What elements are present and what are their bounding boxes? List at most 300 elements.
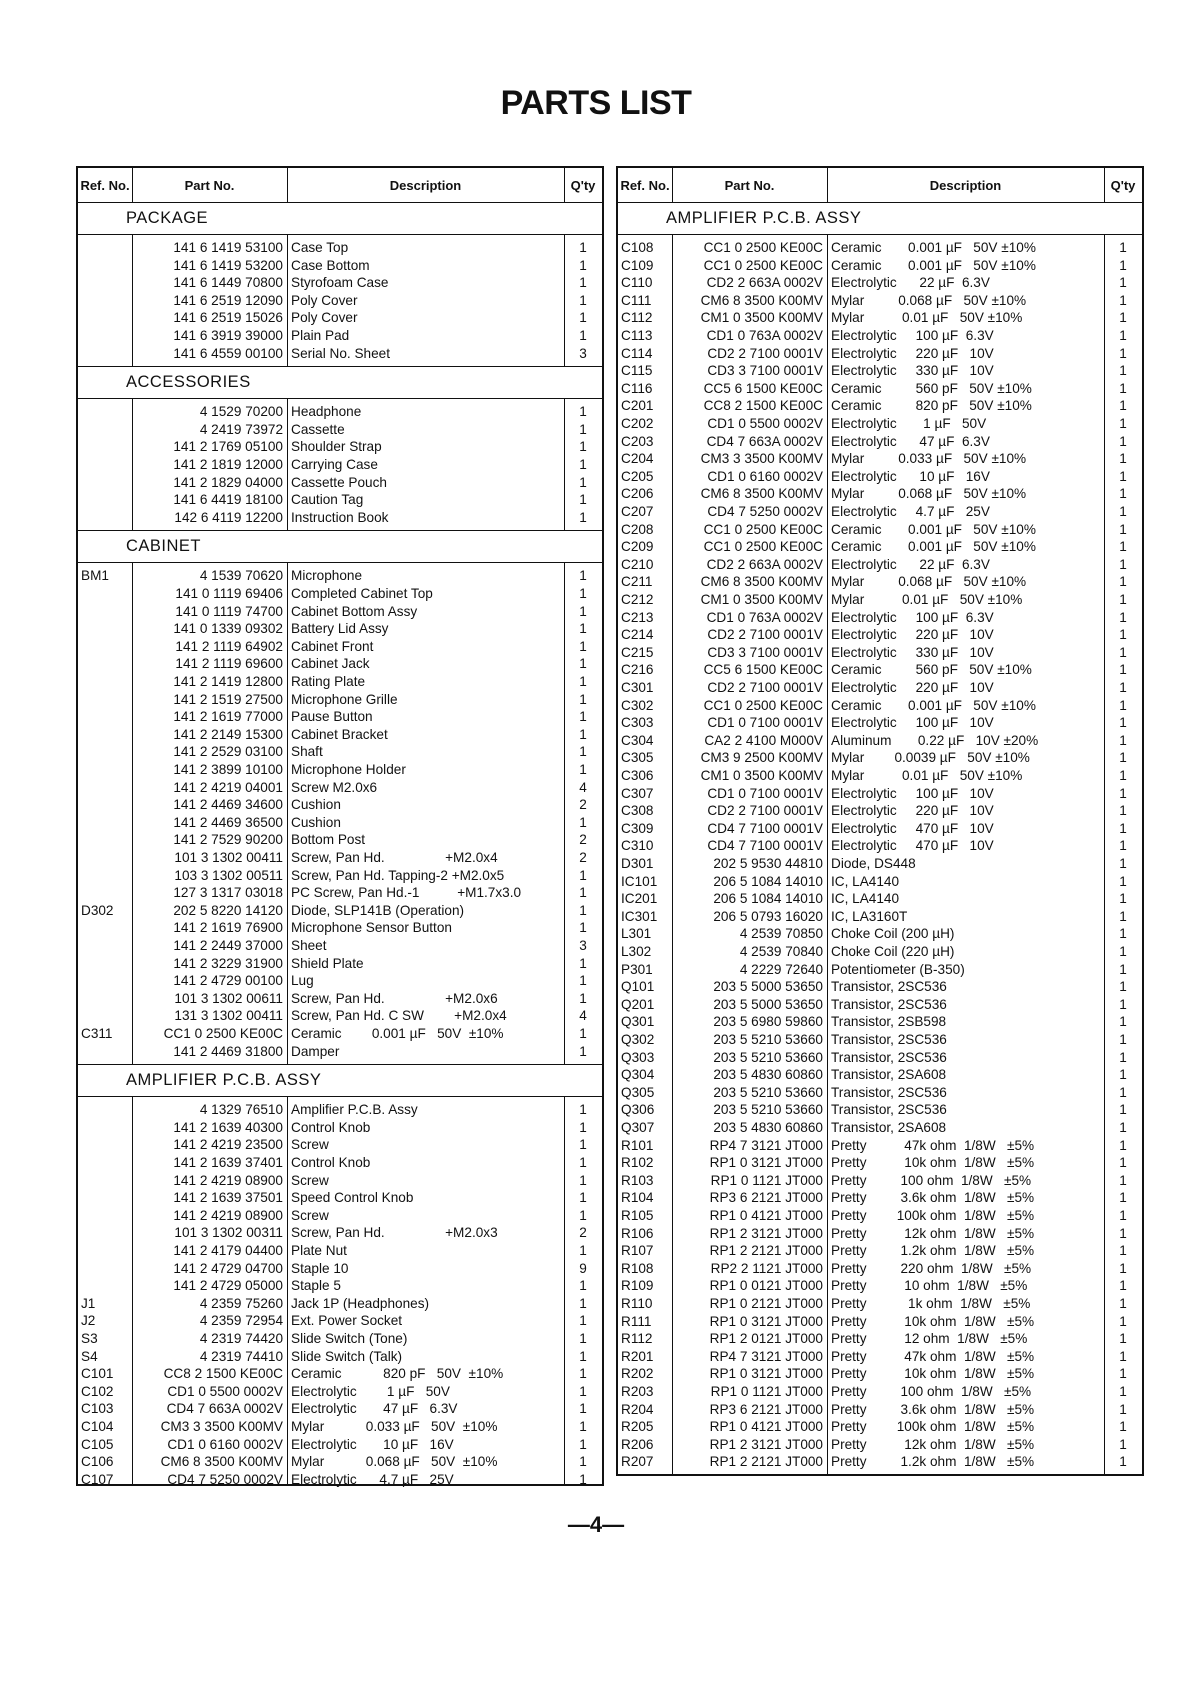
part-no-cell: 4 1539 70620 xyxy=(199,568,283,584)
header-part: Part No. xyxy=(184,177,235,193)
table-row xyxy=(78,814,602,832)
qty-cell: 1 xyxy=(1119,345,1127,361)
description-cell: Pretty 10k ohm 1/8W ±5% xyxy=(831,1155,1035,1171)
ref-cell: C213 xyxy=(621,609,654,625)
ref-cell: C208 xyxy=(621,521,654,537)
part-no-cell: 203 5 4830 60860 xyxy=(713,1067,823,1083)
qty-cell: 1 xyxy=(1119,1366,1127,1382)
qty-cell: 1 xyxy=(1119,856,1127,871)
table-row xyxy=(618,485,1142,503)
ref-cell: C114 xyxy=(621,345,653,361)
description-cell: Poly Cover xyxy=(291,292,358,308)
table-row xyxy=(78,1365,602,1383)
part-no-cell: CD4 7 7100 0001V xyxy=(707,820,823,836)
qty-cell: 1 xyxy=(1119,1260,1127,1276)
section-title: PACKAGE xyxy=(126,209,209,227)
description-cell: Amplifier P.C.B. Assy xyxy=(291,1102,418,1118)
description-cell: Serial No. Sheet xyxy=(291,345,390,361)
qty-cell: 1 xyxy=(579,1436,587,1452)
table-row xyxy=(78,509,602,527)
qty-cell: 1 xyxy=(579,1331,587,1346)
table-row xyxy=(618,397,1142,415)
description-cell: Headphone xyxy=(291,404,362,420)
description-cell: Electrolytic 4.7 µF 25V xyxy=(291,1471,454,1487)
description-cell: Transistor, 2SC536 xyxy=(831,1102,947,1118)
qty-cell: 1 xyxy=(1119,1137,1127,1153)
description-cell: Potentiometer (B-350) xyxy=(831,961,965,977)
description-cell: Pretty 100k ohm 1/8W ±5% xyxy=(831,1419,1035,1435)
table-row xyxy=(618,644,1142,662)
table-row xyxy=(78,673,602,691)
description-cell: Choke Coil (220 µH) xyxy=(831,944,955,959)
description-cell: Mylar 0.068 µF 50V ±10% xyxy=(831,574,1027,590)
ref-cell: C205 xyxy=(621,468,654,484)
table-row xyxy=(78,955,602,973)
part-no-cell: 141 2 1119 69600 xyxy=(175,656,283,672)
description-cell: Electrolytic 10 µF 16V xyxy=(291,1436,454,1452)
qty-cell: 1 xyxy=(579,621,587,637)
part-no-cell: RP1 0 4121 JT000 xyxy=(709,1208,823,1223)
description-cell: Control Knob xyxy=(291,1155,371,1170)
qty-cell: 1 xyxy=(579,603,587,619)
table-row xyxy=(618,697,1142,715)
qty-cell: 1 xyxy=(1119,1172,1127,1188)
qty-cell: 1 xyxy=(1119,662,1127,678)
page-title: PARTS LIST xyxy=(500,84,692,122)
part-no-cell: CD2 2 7100 0001V xyxy=(707,345,823,361)
part-no-cell: CD4 7 5250 0002V xyxy=(167,1471,283,1487)
qty-cell: 1 xyxy=(579,1278,587,1294)
qty-cell: 1 xyxy=(1119,574,1127,590)
ref-cell: P301 xyxy=(621,961,653,977)
description-cell: Plate Nut xyxy=(291,1243,347,1258)
description-cell: Electrolytic 100 µF 6.3V xyxy=(831,328,994,343)
table-row xyxy=(78,474,602,492)
part-no-cell: CC8 2 1500 KE00C xyxy=(163,1366,283,1382)
table-row xyxy=(618,767,1142,785)
part-no-cell: CC1 0 2500 KE00C xyxy=(703,697,823,713)
header-desc: Description xyxy=(929,177,1002,193)
part-no-cell: CD4 7 7100 0001V xyxy=(707,838,823,854)
table-row xyxy=(78,438,602,456)
description-cell: Ceramic 0.001 µF 50V ±10% xyxy=(291,1026,504,1041)
part-no-cell: CM3 3 3500 K00MV xyxy=(160,1419,283,1434)
part-no-cell: CD2 2 7100 0001V xyxy=(707,680,823,695)
part-no-cell: RP1 2 2121 JT000 xyxy=(709,1243,823,1259)
table-row xyxy=(78,708,602,726)
qty-cell: 1 xyxy=(579,1043,587,1059)
description-cell: Transistor, 2SC536 xyxy=(831,1049,947,1065)
ref-cell: R108 xyxy=(621,1260,654,1276)
part-no-cell: 141 0 1119 74700 xyxy=(175,603,283,619)
qty-cell: 1 xyxy=(1119,908,1127,924)
qty-cell: 1 xyxy=(579,1401,587,1417)
part-no-cell: 101 3 1302 00411 xyxy=(174,850,283,865)
ref-cell: C214 xyxy=(621,627,654,643)
page-number: —4— xyxy=(567,1512,625,1537)
table-row xyxy=(78,491,602,509)
ref-cell: R105 xyxy=(621,1208,654,1223)
part-no-cell: RP1 0 4121 JT000 xyxy=(709,1419,823,1435)
qty-cell: 1 xyxy=(1119,451,1127,467)
description-cell: Mylar 0.0039 µF 50V ±10% xyxy=(831,750,1030,766)
description-cell: Electrolytic 330 µF 10V xyxy=(831,644,994,660)
part-no-cell: 141 0 1119 69406 xyxy=(175,586,283,601)
part-no-cell: 4 2319 74410 xyxy=(199,1348,283,1364)
qty-cell: 2 xyxy=(579,797,587,813)
ref-cell: C108 xyxy=(621,240,654,255)
ref-cell: C310 xyxy=(621,838,654,854)
table-row xyxy=(618,345,1142,363)
table-row xyxy=(618,503,1142,521)
description-cell: Electrolytic 330 µF 10V xyxy=(831,363,994,379)
table-row xyxy=(618,1365,1142,1383)
qty-cell: 2 xyxy=(579,1225,587,1241)
table-row xyxy=(618,1049,1142,1067)
description-cell: Caution Tag xyxy=(291,492,364,508)
table-row xyxy=(78,1277,602,1295)
ref-cell: R103 xyxy=(621,1172,654,1188)
ref-cell: C306 xyxy=(621,768,654,783)
description-cell: Control Knob xyxy=(291,1119,371,1135)
description-cell: Ceramic 560 pF 50V ±10% xyxy=(831,662,1032,678)
part-no-cell: 101 3 1302 00311 xyxy=(174,1225,283,1241)
part-no-cell: CD2 2 7100 0001V xyxy=(707,627,823,643)
table-row xyxy=(618,1066,1142,1084)
ref-cell: R109 xyxy=(621,1278,654,1294)
description-cell: Mylar 0.01 µF 50V ±10% xyxy=(831,768,1023,783)
qty-cell: 1 xyxy=(579,885,587,901)
description-cell: Damper xyxy=(291,1043,340,1059)
part-no-cell: 141 6 1419 53200 xyxy=(173,257,283,273)
table-row xyxy=(618,556,1142,574)
ref-cell: S4 xyxy=(81,1348,98,1364)
description-cell: Pretty 220 ohm 1/8W ±5% xyxy=(831,1260,1032,1276)
description-cell: Electrolytic 100 µF 10V xyxy=(831,715,994,731)
ref-cell: C102 xyxy=(81,1383,114,1399)
description-cell: Transistor, 2SA608 xyxy=(831,1067,947,1083)
qty-cell: 1 xyxy=(1119,820,1127,836)
table-row xyxy=(78,761,602,779)
ref-cell: R101 xyxy=(621,1137,654,1153)
part-no-cell: 202 5 8220 14120 xyxy=(173,902,283,918)
qty-cell: 1 xyxy=(1119,539,1127,555)
part-no-cell: 101 3 1302 00611 xyxy=(174,990,283,1006)
part-no-cell: CA2 2 4100 M000V xyxy=(704,732,823,748)
table-row xyxy=(618,661,1142,679)
description-cell: Electrolytic 220 µF 10V xyxy=(831,803,994,819)
description-cell: Ext. Power Socket xyxy=(291,1313,403,1329)
table-row xyxy=(78,1007,602,1025)
qty-cell: 1 xyxy=(579,973,587,989)
part-no-cell: 141 6 2519 15026 xyxy=(173,310,283,326)
ref-cell: R112 xyxy=(621,1331,653,1347)
ref-cell: C305 xyxy=(621,750,654,766)
ref-cell: R104 xyxy=(621,1190,654,1206)
description-cell: Staple 5 xyxy=(291,1278,341,1294)
table-row xyxy=(78,274,602,292)
ref-cell: C309 xyxy=(621,820,654,836)
qty-cell: 1 xyxy=(579,492,587,508)
ref-cell: C308 xyxy=(621,803,654,819)
part-no-cell: CC5 6 1500 KE00C xyxy=(703,662,823,678)
table-row xyxy=(78,456,602,474)
qty-cell: 1 xyxy=(1119,1067,1127,1083)
description-cell: Pretty 10k ohm 1/8W ±5% xyxy=(831,1313,1035,1329)
table-row xyxy=(78,638,602,656)
description-cell: Electrolytic 10 µF 16V xyxy=(831,468,990,484)
qty-cell: 1 xyxy=(579,1295,587,1311)
part-no-cell: CD1 0 5500 0002V xyxy=(707,416,823,431)
description-cell: Styrofoam Case xyxy=(291,275,389,291)
description-cell: Ceramic 0.001 µF 50V ±10% xyxy=(831,257,1036,273)
description-cell: Plain Pad xyxy=(291,328,350,343)
qty-cell: 1 xyxy=(579,955,587,971)
qty-cell: 1 xyxy=(579,1119,587,1135)
part-no-cell: 206 5 0793 16020 xyxy=(713,908,823,924)
part-no-cell: 4 1329 76510 xyxy=(199,1102,283,1118)
description-cell: Case Top xyxy=(291,240,349,255)
ref-cell: Q303 xyxy=(621,1049,655,1065)
table-row xyxy=(78,257,602,275)
ref-cell: C307 xyxy=(621,785,654,801)
qty-cell: 1 xyxy=(1119,416,1127,431)
qty-cell: 1 xyxy=(579,474,587,490)
section-title: ACCESSORIES xyxy=(126,373,251,392)
qty-cell: 1 xyxy=(579,1190,587,1206)
ref-cell: Q301 xyxy=(621,1014,655,1030)
table-row xyxy=(618,1084,1142,1102)
ref-cell: C110 xyxy=(621,275,653,291)
part-no-cell: RP1 2 0121 JT000 xyxy=(709,1331,823,1347)
part-no-cell: CM6 8 3500 K00MV xyxy=(700,292,823,308)
qty-cell: 1 xyxy=(1119,1084,1127,1100)
description-cell: Microphone Holder xyxy=(291,762,406,777)
description-cell: Transistor, 2SC536 xyxy=(831,1032,947,1047)
description-cell: Screw, Pan Hd. +M2.0x6 xyxy=(291,990,498,1006)
table-row xyxy=(618,1189,1142,1207)
part-no-cell: 141 2 4469 34600 xyxy=(173,797,283,813)
table-row xyxy=(618,1436,1142,1454)
table-row xyxy=(618,1330,1142,1348)
table-row xyxy=(78,1136,602,1154)
part-no-cell: 4 2419 73972 xyxy=(199,421,283,437)
table-row xyxy=(78,1207,602,1225)
part-no-cell: 141 2 1419 12800 xyxy=(173,674,283,689)
table-row xyxy=(618,943,1142,961)
description-cell: Pretty 10 ohm 1/8W ±5% xyxy=(831,1278,1028,1294)
ref-cell: C112 xyxy=(621,310,653,326)
table-row xyxy=(78,1154,602,1172)
part-no-cell: 141 2 4219 23500 xyxy=(173,1137,283,1153)
ref-cell: R201 xyxy=(621,1348,654,1364)
part-no-cell: 141 2 4219 08900 xyxy=(173,1172,283,1188)
qty-cell: 1 xyxy=(1119,1190,1127,1206)
table-row xyxy=(618,855,1142,873)
part-no-cell: 141 2 1829 04000 xyxy=(173,474,283,490)
table-row xyxy=(618,1225,1142,1243)
qty-cell: 9 xyxy=(579,1260,587,1276)
part-no-cell: CC1 0 2500 KE00C xyxy=(703,257,823,273)
table-row xyxy=(78,884,602,902)
description-cell: Shield Plate xyxy=(291,955,364,971)
part-no-cell: 141 2 4219 08900 xyxy=(173,1207,283,1223)
qty-cell: 1 xyxy=(579,744,587,760)
qty-cell: 1 xyxy=(1119,627,1127,643)
qty-cell: 1 xyxy=(1119,873,1127,889)
part-no-cell: 141 2 4729 05000 xyxy=(173,1278,283,1294)
part-no-cell: CM1 0 3500 K00MV xyxy=(700,310,823,326)
header-qty: Q'ty xyxy=(1110,177,1136,193)
part-no-cell: CD1 0 7100 0001V xyxy=(707,715,823,731)
description-cell: Electrolytic 47 µF 6.3V xyxy=(291,1401,458,1417)
table-row xyxy=(78,1418,602,1436)
qty-cell: 1 xyxy=(1119,592,1127,607)
description-cell: Battery Lid Assy xyxy=(291,621,389,637)
qty-cell: 1 xyxy=(579,867,587,883)
qty-cell: 1 xyxy=(1119,257,1127,273)
table-row xyxy=(618,450,1142,468)
part-no-cell: RP3 6 2121 JT000 xyxy=(709,1401,823,1417)
qty-cell: 1 xyxy=(1119,556,1127,572)
table-row xyxy=(618,538,1142,556)
table-row xyxy=(78,867,602,885)
description-cell: Pretty 1.2k ohm 1/8W ±5% xyxy=(831,1454,1035,1470)
part-no-cell: 206 5 1084 14010 xyxy=(713,891,823,907)
qty-cell: 1 xyxy=(1119,328,1127,343)
table-row xyxy=(618,1313,1142,1331)
qty-cell: 1 xyxy=(1119,1419,1127,1435)
description-cell: Case Bottom xyxy=(291,257,370,273)
qty-cell: 1 xyxy=(1119,1348,1127,1364)
section-title: CABINET xyxy=(126,537,202,556)
table-row xyxy=(618,1242,1142,1260)
description-cell: Ceramic 0.001 µF 50V ±10% xyxy=(831,240,1036,255)
part-no-cell: RP4 7 3121 JT000 xyxy=(709,1137,823,1153)
table-row xyxy=(618,1101,1142,1119)
ref-cell: J1 xyxy=(81,1295,96,1311)
description-cell: Pretty 3.6k ohm 1/8W ±5% xyxy=(831,1190,1035,1206)
part-no-cell: RP3 6 2121 JT000 xyxy=(709,1190,823,1206)
table-row xyxy=(78,1172,602,1190)
table-row xyxy=(78,691,602,709)
table-row xyxy=(618,1418,1142,1436)
qty-cell: 1 xyxy=(579,568,587,584)
table-row xyxy=(618,609,1142,627)
description-cell: Pause Button xyxy=(291,709,373,725)
table-row xyxy=(618,433,1142,451)
header-part: Part No. xyxy=(724,177,775,193)
qty-cell: 1 xyxy=(1119,1436,1127,1452)
part-no-cell: 141 0 1339 09302 xyxy=(173,621,283,637)
part-no-cell: 141 2 1619 77000 xyxy=(173,709,283,725)
description-cell: Screw xyxy=(291,1137,329,1153)
qty-cell: 1 xyxy=(1119,838,1127,854)
part-no-cell: 127 3 1317 03018 xyxy=(173,885,283,901)
qty-cell: 1 xyxy=(579,814,587,830)
description-cell: Screw, Pan Hd. Tapping-2 +M2.0x5 xyxy=(291,867,505,883)
qty-cell: 1 xyxy=(1119,1278,1127,1294)
qty-cell: 1 xyxy=(579,404,587,420)
qty-cell: 1 xyxy=(1119,363,1127,379)
qty-cell: 1 xyxy=(579,1137,587,1153)
ref-cell: C206 xyxy=(621,486,654,502)
qty-cell: 1 xyxy=(579,1313,587,1329)
description-cell: Electrolytic 100 µF 10V xyxy=(831,785,994,801)
qty-cell: 1 xyxy=(579,691,587,707)
table-header xyxy=(618,168,1142,203)
description-cell: Transistor, 2SC536 xyxy=(831,1084,947,1100)
part-no-cell: 141 2 4729 04700 xyxy=(173,1260,283,1276)
description-cell: Mylar 0.033 µF 50V ±10% xyxy=(291,1419,498,1434)
part-no-cell: 141 6 3919 39000 xyxy=(173,328,283,343)
ref-cell: C311 xyxy=(81,1026,113,1041)
description-cell: Aluminum 0.22 µF 10V ±20% xyxy=(831,732,1039,748)
part-no-cell: RP4 7 3121 JT000 xyxy=(709,1348,823,1364)
part-no-cell: 203 5 5210 53660 xyxy=(713,1102,823,1118)
qty-cell: 1 xyxy=(1119,1243,1127,1259)
ref-cell: C212 xyxy=(621,592,654,607)
part-no-cell: CD1 0 763A 0002V xyxy=(706,609,823,625)
ref-cell: S3 xyxy=(81,1331,98,1346)
table-row xyxy=(78,1471,602,1489)
qty-cell: 2 xyxy=(579,850,587,865)
part-no-cell: 141 2 4179 04400 xyxy=(173,1243,283,1258)
ref-cell: C115 xyxy=(621,363,653,379)
ref-cell: R203 xyxy=(621,1384,654,1399)
ref-cell: C302 xyxy=(621,697,654,713)
qty-cell: 1 xyxy=(579,726,587,742)
part-no-cell: 141 2 2149 15300 xyxy=(173,726,283,742)
section-heading xyxy=(78,1064,602,1097)
part-no-cell: 141 6 2519 12090 xyxy=(173,292,283,308)
description-cell: Microphone xyxy=(291,568,363,584)
part-no-cell: 203 5 5210 53660 xyxy=(713,1084,823,1100)
qty-cell: 1 xyxy=(1119,380,1127,396)
table-row xyxy=(78,831,602,849)
qty-cell: 1 xyxy=(1119,680,1127,695)
table-row xyxy=(618,732,1142,750)
qty-cell: 1 xyxy=(1119,785,1127,801)
part-no-cell: CM3 9 2500 K00MV xyxy=(700,750,823,766)
table-row xyxy=(618,1172,1142,1190)
description-cell: Cabinet Bottom Assy xyxy=(291,603,418,619)
qty-cell: 1 xyxy=(1119,768,1127,783)
description-cell: Transistor, 2SC536 xyxy=(831,979,947,995)
table-row xyxy=(78,620,602,638)
ref-cell: C216 xyxy=(621,662,654,678)
qty-cell: 1 xyxy=(579,1366,587,1382)
description-cell: Pretty 3.6k ohm 1/8W ±5% xyxy=(831,1401,1035,1417)
part-no-cell: CM6 8 3500 K00MV xyxy=(700,574,823,590)
ref-cell: C101 xyxy=(81,1366,114,1382)
part-no-cell: CD3 3 7100 0001V xyxy=(707,644,823,660)
description-cell: IC, LA4140 xyxy=(831,891,900,907)
qty-cell: 1 xyxy=(579,920,587,936)
qty-cell: 1 xyxy=(579,1026,587,1041)
part-no-cell: RP1 0 0121 JT000 xyxy=(709,1278,823,1294)
part-no-cell: 206 5 1084 14010 xyxy=(713,873,823,889)
qty-cell: 1 xyxy=(579,1454,587,1470)
table-row xyxy=(78,239,602,257)
qty-cell: 1 xyxy=(1119,1225,1127,1241)
table-row xyxy=(618,1401,1142,1419)
qty-cell: 1 xyxy=(1119,1049,1127,1065)
part-no-cell: RP1 2 3121 JT000 xyxy=(709,1436,823,1452)
ref-cell: R102 xyxy=(621,1155,654,1171)
description-cell: Mylar 0.01 µF 50V ±10% xyxy=(831,310,1023,326)
qty-cell: 1 xyxy=(1119,486,1127,502)
